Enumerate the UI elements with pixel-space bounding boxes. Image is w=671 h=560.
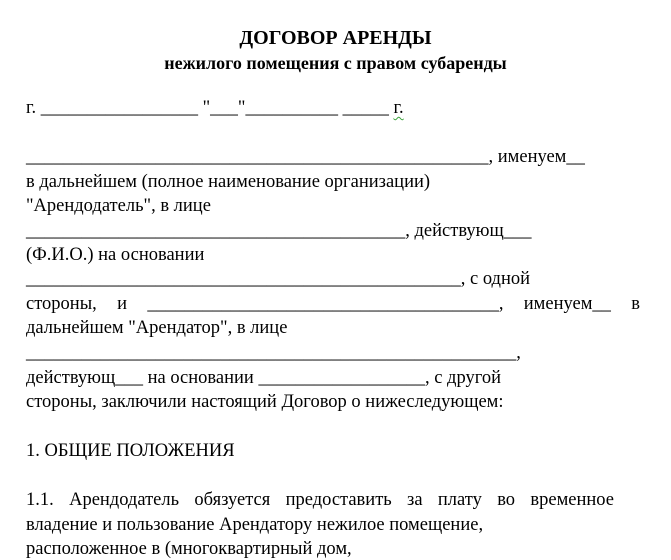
section-1-heading: 1. ОБЩИЕ ПОЛОЖЕНИЯ bbox=[26, 441, 235, 461]
tenant-representative-line: _____________________________________________________, bbox=[26, 343, 521, 363]
party2-name-text: стороны, и ______________________________________, именуем__ в bbox=[26, 294, 640, 314]
clause-1-1-line-2: владение и пользование Арендатору нежилое помещение, bbox=[26, 515, 484, 535]
party2-name-line bbox=[26, 293, 640, 315]
document-title: ДОГОВОР АРЕНДЫ bbox=[239, 27, 432, 49]
landlord-representative-line: _________________________________________, действующ___ bbox=[26, 221, 532, 241]
party1-name-line: __________________________________________________, именуем__ bbox=[26, 147, 585, 167]
landlord-role-line: "Арендодатель", в лице bbox=[26, 196, 211, 216]
place-date-text: г. _________________ "___"__________ _____ bbox=[26, 98, 394, 118]
tenant-role-line: дальнейшем "Арендатор", в лице bbox=[26, 318, 288, 338]
parties-agreement-line: стороны, заключили настоящий Договор о нижеследующем: bbox=[26, 392, 504, 412]
clause-1-1-line-3: расположенное в (многоквартирный дом, bbox=[26, 539, 352, 559]
party1-name-caption: в дальнейшем (полное наименование организации) bbox=[26, 172, 431, 192]
landlord-basis-caption: (Ф.И.О.) на основании bbox=[26, 245, 205, 265]
landlord-basis-line: _______________________________________________, с одной bbox=[26, 269, 531, 289]
place-date-line bbox=[26, 97, 404, 119]
clause-1-1-line-1 bbox=[26, 489, 614, 511]
clause-1-1-text-1: 1.1. Арендодатель обязуется предоставить за плату во временное bbox=[26, 490, 614, 510]
document-subtitle: нежилого помещения с правом субаренды bbox=[164, 53, 507, 73]
tenant-basis-line: действующ___ на основании __________________, с другой bbox=[26, 368, 501, 388]
place-date-year-suffix: г. bbox=[393, 98, 404, 118]
